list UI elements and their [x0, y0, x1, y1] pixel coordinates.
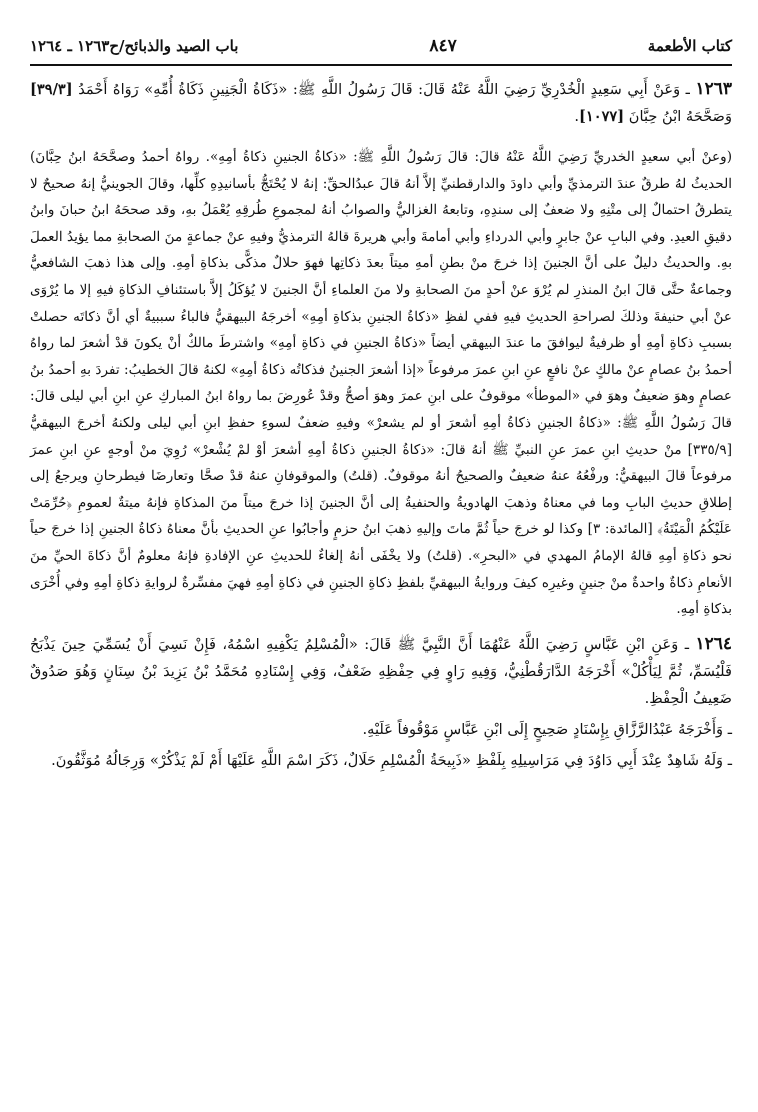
hadith-text: ـ وَعَنِ ابْنِ عَبَّاسٍ رَضِيَ اللَّهُ عَنْهُمَا أَنَّ النَّبِيَّ ﷺ قَالَ: «الْمُسْلِمُ يَكْفِيهِ اسْمُهُ، فَإِنْ نَسِيَ أَنْ يُسَمِّيَ حِينَ يَذْبَحُ فَلْيُسَمِّ، ثُمَّ لِيَأْكُلْ» أَخْرَجَهُ الدَّارَقُطْنِيُّ، وَفِيهِ رَاوٍ فِي حِفْظِهِ ضَعْفٌ، وَفِي إِسْنَادِهِ مُحَمَّدُ بْنُ يَزِيدَ بْنُ سِنَانٍ وَهُوَ صَدُوقٌ ضَعِيفُ الْحِفْظِ.	[30, 635, 732, 707]
hadith-end: .	[574, 108, 579, 125]
hadith-1264	[30, 631, 732, 712]
header-rule	[30, 64, 732, 66]
reference: [٣٩/٣]	[30, 81, 73, 98]
additional-narration: ـ وَأَخْرَجَهُ عَبْدُالرَّزَّاقِ بِإِسْنَادٍ صَحِيحٍ إِلَى ابْنِ عَبَّاسٍ مَوْقُوفاً عَلَيْهِ.	[362, 720, 732, 738]
reference: [١٠٧٧]	[578, 108, 625, 125]
hadith-number: ١٢٦٤	[695, 633, 733, 654]
chapter-title: باب الصيد والذبائح/ح١٢٦٣ ـ ١٢٦٤	[30, 37, 239, 55]
page-header	[30, 36, 732, 60]
hadith-number: ١٢٦٣	[695, 79, 733, 99]
supporting-narration: ـ وَلَهُ شَاهِدٌ عِنْدَ أَبِي دَاوُدَ فِي مَرَاسِيلِهِ بِلَفْظِ «ذَبِيحَةُ الْمُسْلِمِ حَلَالٌ، ذَكَرَ اسْمَ اللَّهِ عَلَيْهَا أَمْ لَمْ يَذْكُرْ» وَرِجَالُهُ مُوَثَّقُونَ.	[51, 751, 732, 769]
page	[30, 36, 732, 1092]
hadith-1263	[30, 76, 732, 130]
page-number: ٨٤٧	[429, 36, 457, 56]
commentary-1263: (وعنْ أبي سعيدٍ الخدريِّ رَضِيَ اللَّهُ عَنْهُ قالَ: قالَ رَسُولُ اللَّهِ ﷺ: «ذكاةُ الجنينِ ذكاةُ أمِهِ». رواهُ أحمدُ وصحَّحَهُ ابنُ حِبَّانَ) الحديثُ لهُ طرقٌ عندَ الترمذيِّ وأبي داودَ والدارقطنيِّ إلاَّ أنهُ قالَ عبدُالحقِّ: إنهُ لا يُحْتَجُّ بأسانيدِهِ كلِّها، وقالَ الجوينيُّ إنهُ صحيحٌ لا يتطرقُ احتمالٌ إلى متْنِهِ ولا ضعفٌ إلى سندِهِ، وتابعهُ الغزاليُّ والصوابُ أنهُ لمجموعِ طُرقِهِ يُعْمَلُ بهِ، وقد صححَهُ ابنُ حبانَ وابنُ دقيقِ العيدِ. وفي البابِ عنْ جابرٍ وأبي الدرداءِ وأبي أمامةَ وأبي هريرةَ قالهُ الترمذيُّ وفيهِ عنْ جماعةٍ منَ الصحابةِ مما يؤيدُ العملَ بهِ. والحديثُ دليلٌ على أنَّ الجنينَ إذا خرجَ منْ بطنِ أمهِ ميتاً بعدَ ذكاتِها فهوَ حلالٌ مذكًّى بذكاةِ أمِهِ. وإلى هذا ذهبَ الشافعيُّ وجماعةٌ حتَّى قالَ ابنُ المنذرِ لم يُرْوَ عنْ أحدٍ منَ الصحابةِ ولا منَ العلماءِ أنَّ الجنينَ لا يُؤكَلُ إلاَّ باستئنافِ الذكاةِ فيهِ إلا ما يُرْوَى عنْ أبي حنيفةَ وذلكَ لصراحةِ الحديثِ فيهِ ففي لفظِ «ذكاةُ الجنينِ بذكاةِ أمِهِ» أخرجَهُ البيهقيُّ فالباءُ سببيةٌ أي أنَّ ذكاتَه حصلتْ بسببِ ذكاةِ أمِهِ أو ظرفيةٌ ليوافقَ ما عندَ البيهقي أيضاً «ذكاةُ الجنينِ في ذكاةِ أمِهِ» واشترطَ مالكٌ أنْ يكونَ قدْ أشعرَ لما رواهُ أحمدُ بنُ عصامٍ عنْ مالكٍ عنْ نافعٍ عنِ ابنِ عمرَ مرفوعاً «إذا أشعرَ الجنينُ فذكاتُه ذكاةُ أمِهِ» لكنهُ قالَ الخطيبُ: تفردَ بهِ أحمدُ بنُ عصامٍ وهوَ ضعيفٌ وهوَ في «الموطأ» موقوفٌ على ابنِ عمرَ وهوَ أصحُّ وقدْ عُورِضَ بما رواهُ ابنُ المباركِ عنِ ابنِ أبي ليلى قالَ: قالَ رَسُولُ اللَّهِ ﷺ: «ذكاةُ الجنينِ ذكاةُ أمِهِ أشعرَ أو لم يشعرْ» وفيهِ ضعفٌ لسوءِ حفظِ ابنِ أبي ليلى ولكنهُ أخرجَ البيهقيُّ [٣٣٥/٩] منْ حديثِ ابنِ عمرَ عنِ النبيِّ ﷺ أنهُ قالَ: «ذكاةُ الجنينِ ذكاةُ أمِهِ أشعرَ أوْ لمْ يُشْعرْ» رُوِيَ منْ أوجهٍ عنِ ابنِ عمرَ مرفوعاً قالَ البيهقيُّ: ورفْعُهُ عنهُ ضعيفٌ والصحيحُ أنهُ موقوفٌ. (قلتُ) والموقوفانِ عنهُ قدْ صحَّا وتعارضَا فيطرحانِ ويرجعُ إلى إطلاقِ حديثِ البابِ وما في معناهُ وذهبَ الهادويةُ والحنفيةُ إلى أنَّ الجنينَ إذا خرجَ ميتاً منَ المذكاةِ فإنهُ ميتةٌ لعمومِ ﴿حُرِّمَتْ عَلَيْكُمُ الْمَيْتَةُ﴾ [المائدة: ٣] وكذا لو خرجَ حياً ثُمَّ ماتَ وإليهِ ذهبَ ابنُ حزمٍ وأجابُوا عنِ الحديثِ بأنَّ معناهُ ذكاةُ الجنينِ إذا خرجَ حياً نحو ذكاةِ أمِهِ قالهُ الإمامُ المهدي في «البحرِ». (قلتُ) ولا يخْفَى أنهُ إلغاءٌ للحديثِ عنِ الإفادةِ فإنهُ معلومٌ أنَّ ذكاةَ الحيِّ منَ الأنعامِ ذكاةٌ واحدةٌ منْ جنينٍ وغيرِه كيفَ وروايةُ البيهقيِّ بلفظِ ذكاةِ الجنينِ في ذكاةِ أمِهِ فهيَ مفسِّرةٌ لروايةِ ذكاةِ أمِهِ وفي أُخْرَى بذكاةِ أمِهِ.	[30, 149, 732, 618]
hadith-text: ـ وَعَنْ أَبِي سَعِيدٍ الْخُدْرِيِّ رَضِيَ اللَّهُ عَنْهُ قَالَ: قَالَ رَسُولُ اللَّهِ ﷺ: «ذَكَاةُ الْجَنِينِ ذَكَاةُ أُمِّهِ» رَوَاهُ أَحْمَدُ	[78, 81, 690, 98]
book-title: كتاب الأطعمة	[647, 37, 732, 55]
hadith-text-mid: وَصَحَّحَهُ ابْنُ حِبَّانَ	[628, 108, 732, 125]
